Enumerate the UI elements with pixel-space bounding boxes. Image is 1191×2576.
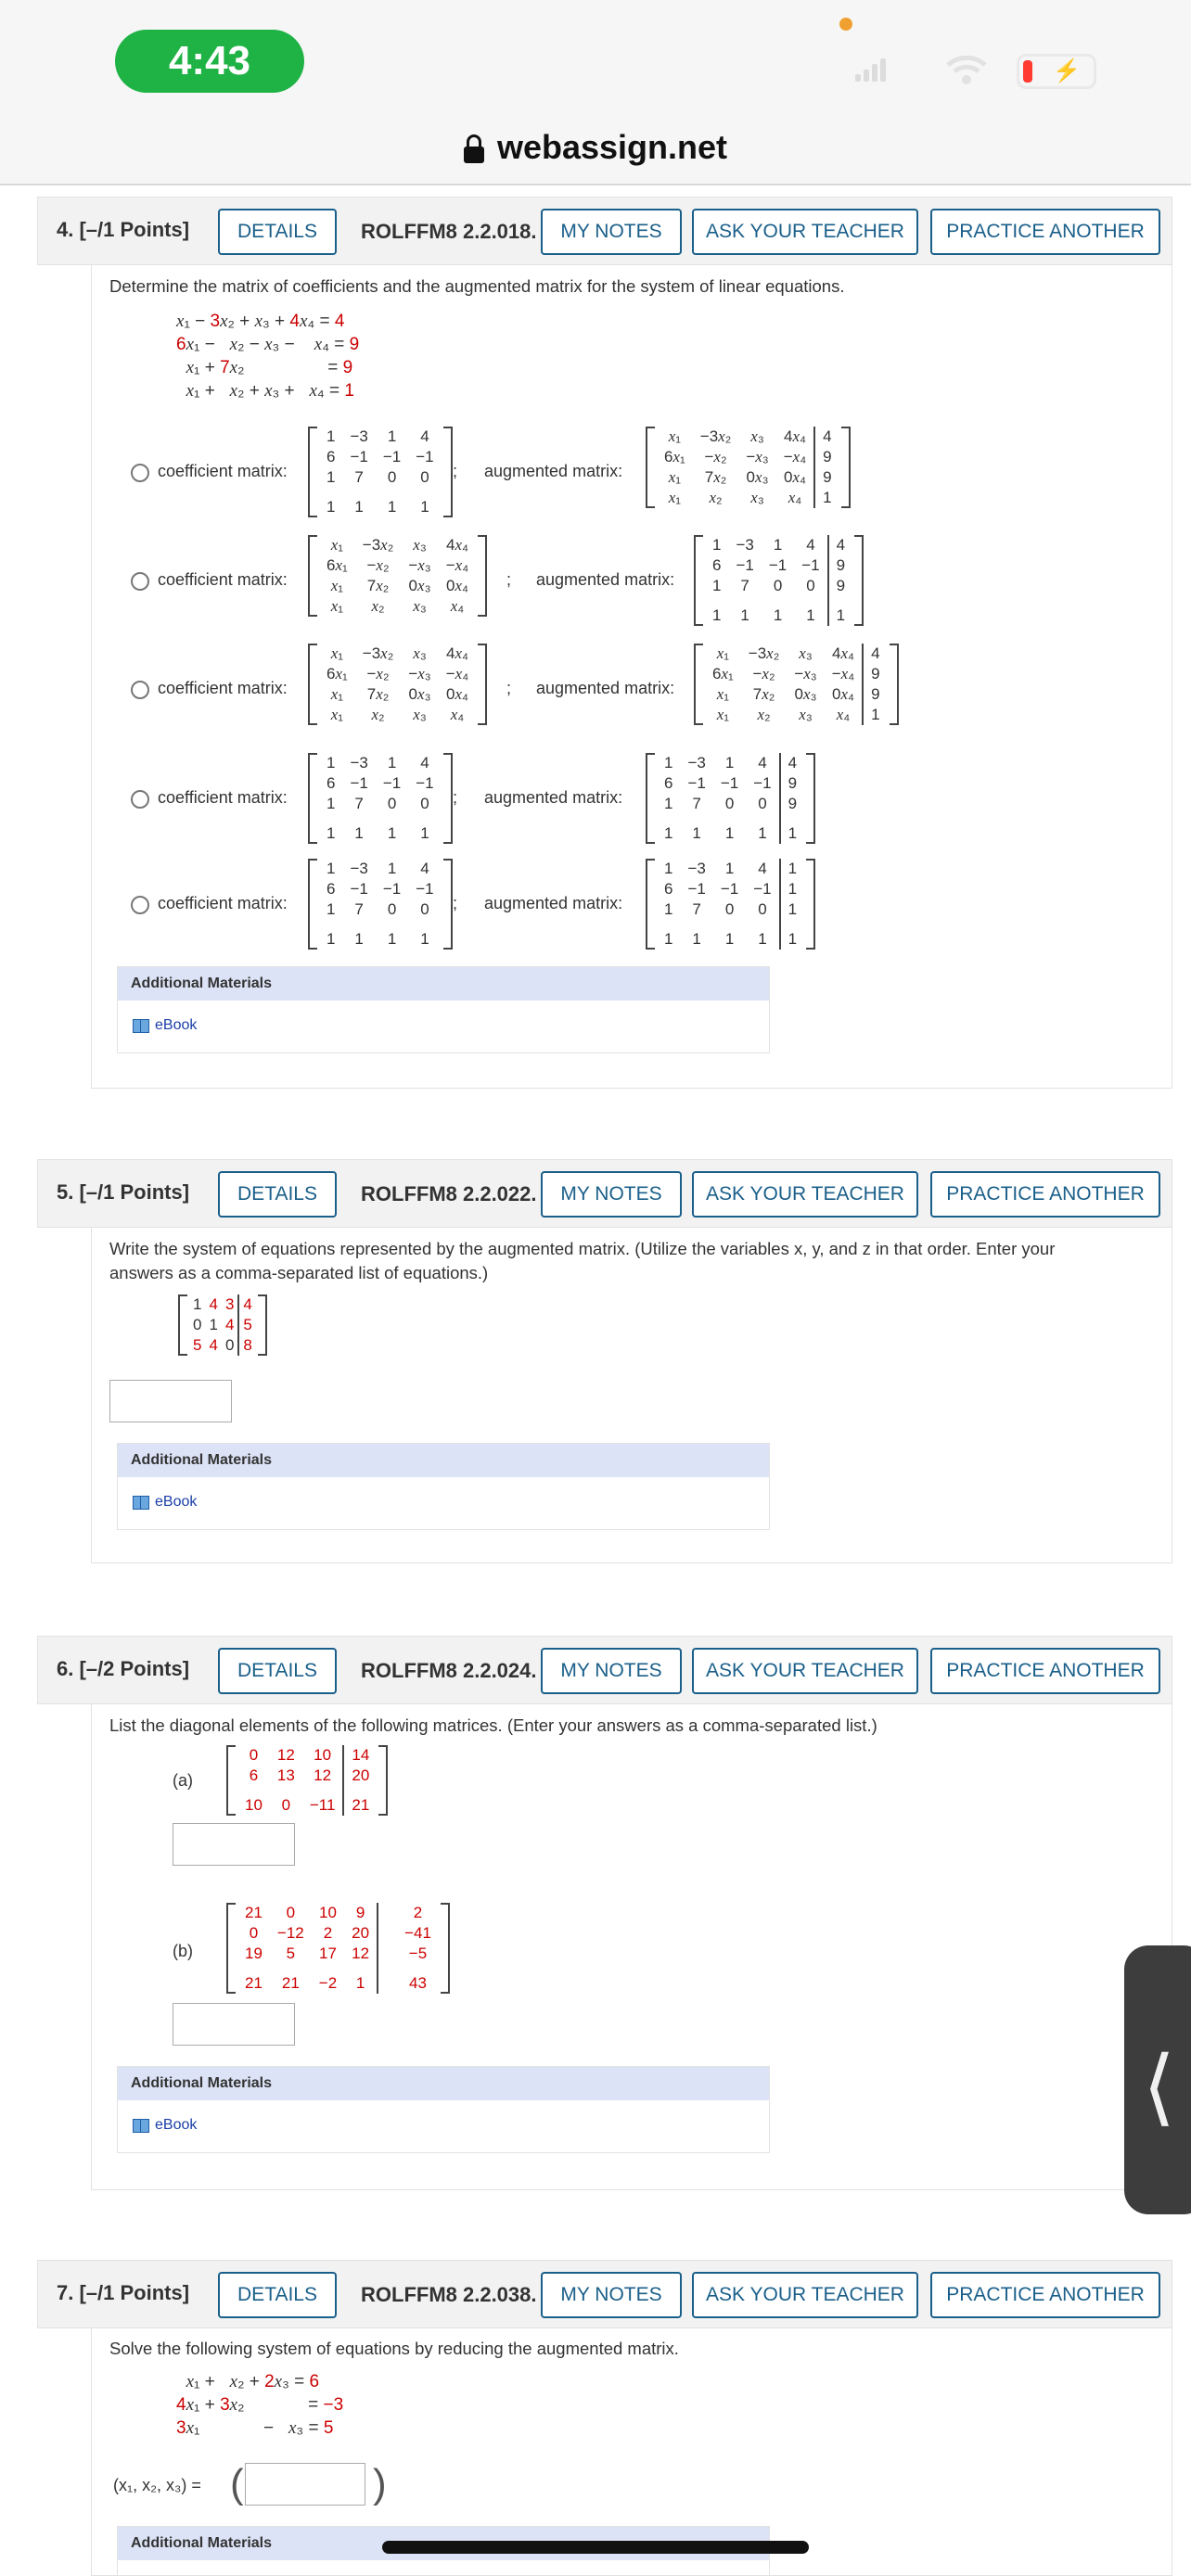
q4-option-2-sep: ; — [506, 570, 512, 589]
q7-system-of-equations: x₁ + x₂ + 2x₃ = 6 4x₁ + 3x₂ = −3 3x₁ − x₃ = 5 — [176, 2372, 344, 2438]
status-time — [115, 30, 304, 93]
q4-option-3-aug-label: augmented matrix: — [536, 679, 675, 697]
ebook-icon — [133, 1019, 149, 1033]
ebook-icon — [133, 2119, 149, 2133]
side-panel-handle[interactable] — [1124, 1945, 1191, 2214]
q5-additional-materials — [117, 1443, 770, 1530]
q6-additional-materials-title: Additional Materials — [118, 2067, 769, 2100]
q5-my-notes-button[interactable]: MY NOTES — [541, 1171, 682, 1218]
q4-option-2-radio[interactable] — [131, 572, 149, 591]
q6-part-b-input[interactable] — [173, 2003, 295, 2046]
chevron-left-icon: ⟨ — [1143, 2041, 1176, 2134]
q4-option-1-coef-label: coefficient matrix: — [158, 462, 288, 480]
q4-option-3-radio[interactable] — [131, 681, 149, 699]
q4-ebook-link[interactable]: eBook — [133, 1017, 197, 1034]
question-7-header — [37, 2260, 1172, 2328]
q5-practice-another-button[interactable]: PRACTICE ANOTHER — [930, 1171, 1160, 1218]
q6-my-notes-button[interactable]: MY NOTES — [541, 1648, 682, 1694]
q6-practice-another-button[interactable]: PRACTICE ANOTHER — [930, 1648, 1160, 1694]
q6-part-b-matrix: 21 0 10 9 2 0 −12 2 20 −41 19 5 17 12 −5 21 21 −2 1 43 — [226, 1903, 450, 1994]
q4-option-3-coef-matrix: x₁ −3x₂ x₃ 4x₄ 6x₁ −x₂ −x₃ −x₄ x₁ 7x₂ 0x₃ 0x₄ x₁ x₂ x₃ x₄ — [308, 644, 487, 725]
q7-answer-input[interactable] — [245, 2463, 365, 2506]
q7-additional-materials-title: Additional Materials — [118, 2527, 769, 2560]
q6-prompt: List the diagonal elements of the following matrices. (Enter your answers as a comma-separated list.) — [109, 1715, 877, 1735]
battery-icon: ⚡ — [1017, 54, 1096, 89]
q4-option-5-coef-matrix: 1 −3 1 4 6 −1 −1 −1 1 7 0 0 1 1 1 1 — [308, 859, 453, 950]
question-5-header — [37, 1159, 1172, 1228]
q7-answer-label: (x₁, x₂, x₃) = — [113, 2476, 201, 2494]
q5-answer-input[interactable] — [109, 1380, 232, 1422]
q5-augmented-matrix: 1 4 3 4 0 1 4 5 5 4 0 8 — [178, 1294, 267, 1356]
lock-icon — [464, 147, 484, 163]
address-bar[interactable] — [0, 111, 1191, 185]
q4-option-5-aug-label: augmented matrix: — [484, 894, 623, 912]
q4-option-3-coef-label: coefficient matrix: — [158, 679, 288, 697]
q4-system-of-equations: x₁ − 3x₂ + x₃ + 4x₄ = 4 6x₁ − x₂ − x₃ − x₄ = 9 x₁ + 7x₂ = 9 x₁ + x₂ + x₃ + x₄ = 1 — [176, 312, 360, 401]
wifi-icon — [946, 54, 987, 85]
q4-option-4-sep: ; — [453, 788, 458, 807]
q4-practice-another-button[interactable]: PRACTICE ANOTHER — [930, 209, 1160, 255]
q4-option-5-radio[interactable] — [131, 896, 149, 914]
question-4-header — [37, 197, 1172, 265]
q6-ask-teacher-button[interactable]: ASK YOUR TEACHER — [692, 1648, 918, 1694]
question-7-title: 7. [–/1 Points] — [57, 2281, 190, 2304]
q4-option-2-aug-matrix: 1 −3 1 4 4 6 −1 −1 −1 9 1 7 0 0 9 1 1 1 1 1 — [694, 535, 864, 626]
q6-additional-materials — [117, 2066, 770, 2153]
q4-option-2-coef-label: coefficient matrix: — [158, 570, 288, 589]
q7-close-paren: ) — [373, 2461, 387, 2506]
q7-open-paren: ( — [230, 2461, 244, 2506]
q4-option-1-aug-matrix: x₁ −3x₂ x₃ 4x₄ 4 6x₁ −x₂ −x₃ −x₄ 9 x₁ 7x₂ 0x₃ 0x₄ 9 x₁ x₂ x₃ x₄ 1 — [646, 427, 851, 508]
question-6-title: 6. [–/2 Points] — [57, 1657, 190, 1680]
status-bar — [0, 0, 1191, 111]
q4-option-3-aug-matrix: x₁ −3x₂ x₃ 4x₄ 4 6x₁ −x₂ −x₃ −x₄ 9 x₁ 7x₂ 0x₃ 0x₄ 9 x₁ x₂ x₃ x₄ 1 — [694, 644, 899, 725]
q4-option-5-sep: ; — [453, 894, 458, 912]
q6-details-button[interactable]: DETAILS — [218, 1648, 337, 1694]
q4-additional-materials — [117, 966, 770, 1053]
q5-ask-teacher-button[interactable]: ASK YOUR TEACHER — [692, 1171, 918, 1218]
q4-option-2-aug-label: augmented matrix: — [536, 570, 675, 589]
q5-details-button[interactable]: DETAILS — [218, 1171, 337, 1218]
home-indicator[interactable] — [382, 2541, 809, 2554]
q7-ask-teacher-button[interactable]: ASK YOUR TEACHER — [692, 2272, 918, 2318]
privacy-indicator-dot — [839, 18, 852, 31]
q6-ebook-link[interactable]: eBook — [133, 2117, 197, 2134]
q4-option-4-radio[interactable] — [131, 790, 149, 809]
q4-option-4-aug-matrix: 1 −3 1 4 4 6 −1 −1 −1 9 1 7 0 0 9 1 1 1 1 1 — [646, 753, 815, 844]
q4-option-3-sep: ; — [506, 679, 512, 697]
ebook-icon — [133, 1496, 149, 1510]
q5-ebook-link[interactable]: eBook — [133, 1494, 197, 1511]
url-text: webassign.net — [496, 128, 728, 166]
q4-option-4-coef-matrix: 1 −3 1 4 6 −1 −1 −1 1 7 0 0 1 1 1 1 — [308, 753, 453, 844]
q4-option-1-aug-label: augmented matrix: — [484, 462, 623, 480]
q7-problem-code: ROLFFM8 2.2.038. — [361, 2283, 537, 2306]
q5-additional-materials-title: Additional Materials — [118, 1444, 769, 1477]
q6-part-a-label: (a) — [173, 1771, 193, 1790]
q7-practice-another-button[interactable]: PRACTICE ANOTHER — [930, 2272, 1160, 2318]
q5-problem-code: ROLFFM8 2.2.022. — [361, 1182, 537, 1205]
q4-problem-code: ROLFFM8 2.2.018. — [361, 220, 537, 243]
status-time-text: 4:43 — [168, 38, 251, 83]
q4-additional-materials-title: Additional Materials — [118, 967, 769, 1001]
q4-option-4-aug-label: augmented matrix: — [484, 788, 623, 807]
q4-option-4-coef-label: coefficient matrix: — [158, 788, 288, 807]
q4-option-5-aug-matrix: 1 −3 1 4 1 6 −1 −1 −1 1 1 7 0 0 1 1 1 1 1 1 — [646, 859, 815, 950]
q4-details-button[interactable]: DETAILS — [218, 209, 337, 255]
q6-problem-code: ROLFFM8 2.2.024. — [361, 1659, 537, 1682]
q6-part-b-label: (b) — [173, 1942, 193, 1960]
q4-option-1-coef-matrix: 1 −3 1 4 6 −1 −1 −1 1 7 0 0 1 1 1 1 — [308, 427, 453, 517]
q6-part-a-input[interactable] — [173, 1823, 295, 1866]
q4-option-5-coef-label: coefficient matrix: — [158, 894, 288, 912]
question-6-header — [37, 1636, 1172, 1704]
q4-option-2-coef-matrix: x₁ −3x₂ x₃ 4x₄ 6x₁ −x₂ −x₃ −x₄ x₁ 7x₂ 0x₃ 0x₄ x₁ x₂ x₃ x₄ — [308, 535, 487, 617]
q5-prompt: Write the system of equations represented by the augmented matrix. (Utilize the variables x, y, and z in that order. Enter your answers as a comma-separated list of equations.) — [109, 1239, 1056, 1282]
q4-ask-teacher-button[interactable]: ASK YOUR TEACHER — [692, 209, 918, 255]
q4-my-notes-button[interactable]: MY NOTES — [541, 209, 682, 255]
q7-my-notes-button[interactable]: MY NOTES — [541, 2272, 682, 2318]
cellular-signal-icon — [855, 57, 887, 82]
q6-part-a-matrix: 0 12 10 14 6 13 12 20 10 0 −11 21 — [226, 1745, 388, 1816]
q7-details-button[interactable]: DETAILS — [218, 2272, 337, 2318]
q4-option-1-radio[interactable] — [131, 464, 149, 482]
q4-option-1-sep: ; — [453, 462, 458, 480]
question-5-title: 5. [–/1 Points] — [57, 1180, 190, 1204]
q4-prompt: Determine the matrix of coefficients and the augmented matrix for the system of linear equations. — [109, 276, 845, 296]
q7-prompt: Solve the following system of equations by reducing the augmented matrix. — [109, 2339, 679, 2358]
question-4-title: 4. [–/1 Points] — [57, 218, 190, 241]
